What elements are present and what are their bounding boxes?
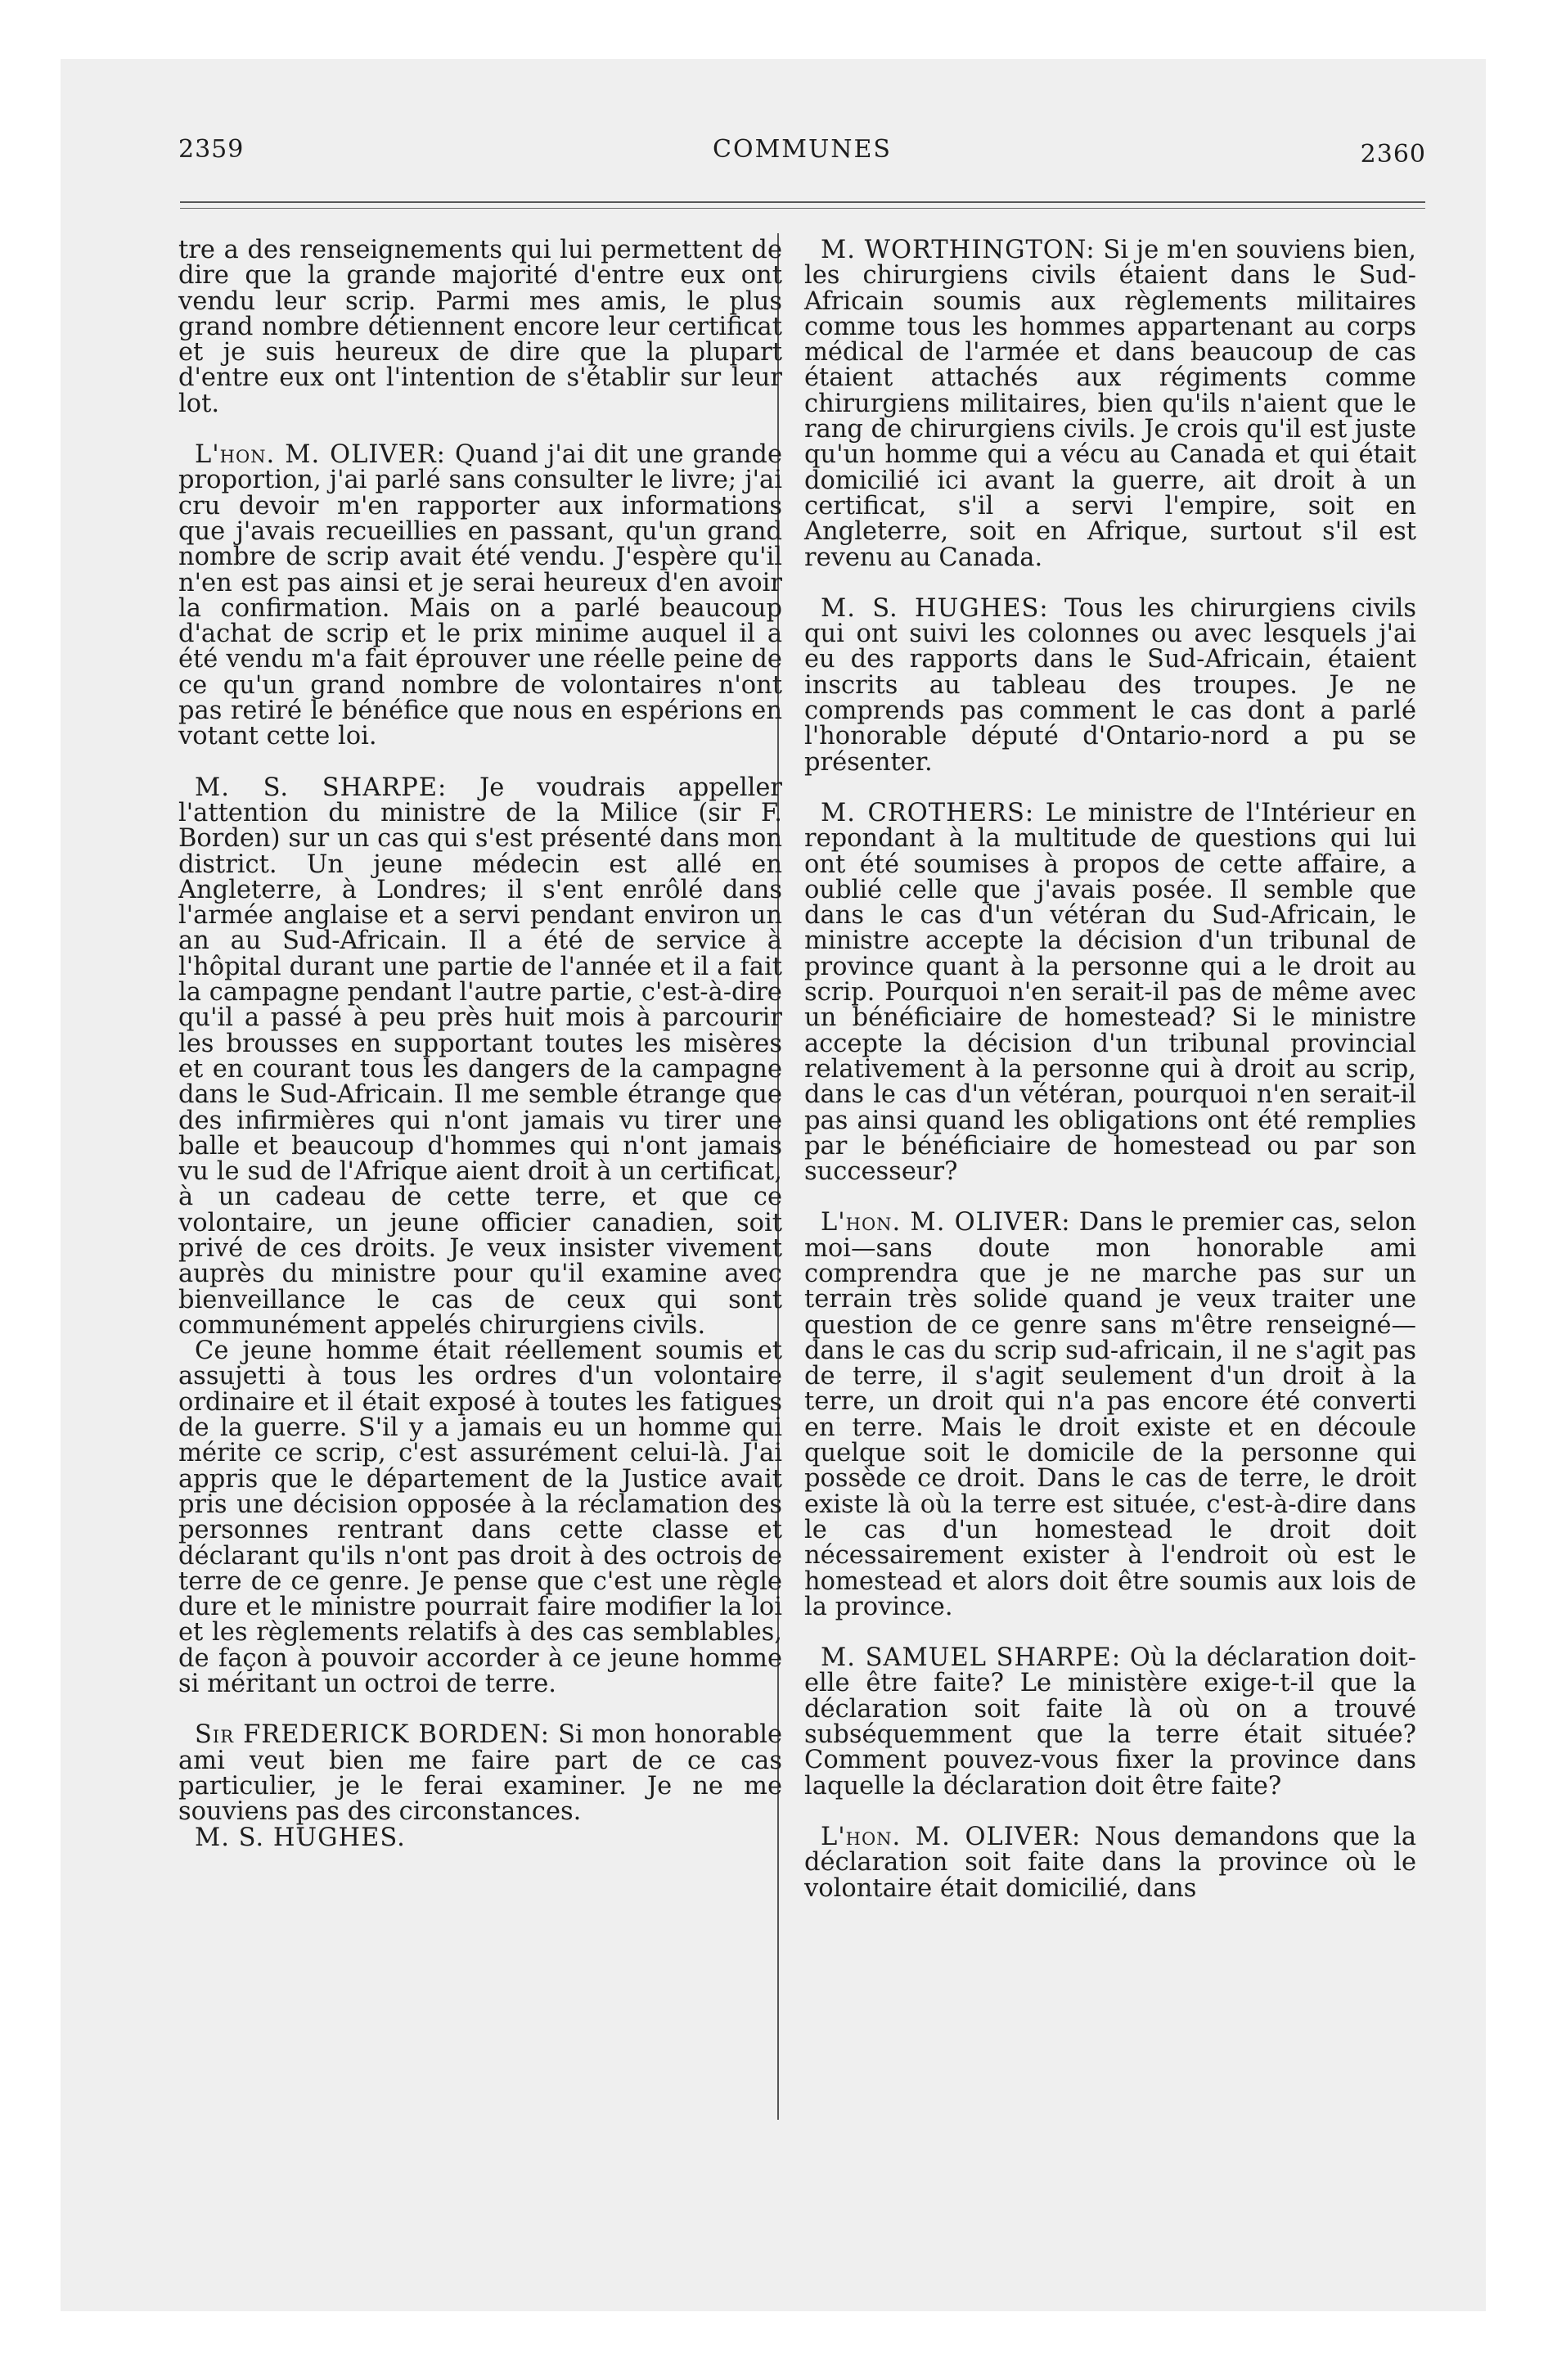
speaker-name: L'hon. M. OLIVER: (195, 440, 446, 470)
left-column (178, 237, 782, 1850)
paragraph-text: Quand j'ai dit une grande proportion, j'ai parlé sans consulter le livre; j'ai cru devoir m'en rapporter aux informations que j'avais recueillies en passant, qu'un grand nombre de scrip avait été vendu. J'espère qu'il n'en est pas ainsi et je serai heureux d'en avoir la confirmation. Mais on a parlé beaucoup d'achat de scrip et le prix minime auquel il a été vendu m'a fait éprouver une réelle peine de ce qu'un grand nombre de volontaires n'ont pas retiré le bénéfice que nous en espérions en votant cette loi. (178, 440, 782, 751)
running-title: COMMUNES (713, 135, 892, 164)
speaker-name: M. S. HUGHES: (821, 593, 1049, 623)
paragraph (178, 775, 782, 1339)
right-column (804, 237, 1416, 1901)
speaker-name: M. WORTHINGTON: (821, 236, 1096, 264)
paragraph-text: tre a des renseignements qui lui permettent de dire que la grande majorité d'entre eux ont vendu leur scrip. Parmi mes amis, le plus grand nombre détiennent encore leur certificat et je suis heureux de dire que la plupart d'entre eux ont l'intention de s'établir sur leur lot. (178, 236, 782, 418)
paragraph (804, 1824, 1416, 1901)
paragraph-text: Je voudrais appeller l'attention du ministre de la Milice (sir F. Borden) sur un cas qui s'est présenté dans mon district. Un jeune médecin est allé en Angleterre, à Londres; il s'ent enrôlé dans l'armée anglaise et a servi pendant environ un an au Sud-Africain. Il a été de service à l'hôpital durant une partie de l'année et il a fait la campagne pendant l'autre partie, c'est-à-dire qu'il a passé à peu près huit mois à parcourir les brousses en supportant toutes les misères et en courant tous les dangers de la campagne dans le Sud-Africain. Il me semble étrange que des infirmières qui n'ont jamais vu tirer une balle et beaucoup d'hommes qui n'ont jamais vu le sud de l'Afrique aient droit à un certificat, à un cadeau de cette terre, et que ce volontaire, un jeune officier canadien, soit privé de ces droits. Je veux insister vivement auprès du ministre pour qu'il examine avec bienveillance le cas de ceux qui sont communément appelés chirurgiens civils. (178, 773, 782, 1340)
header-rule (180, 201, 1425, 209)
paragraph-text: Si je m'en souviens bien, les chirurgiens civils étaient dans le Sud-Africain soumis aux règlements militaires comme tous les hommes appartenant au corps médical de l'armée et dans beaucoup de cas étaient attachés aux régiments comme chirurgiens militaires, bien qu'ils n'aient que le rang de chirurgiens civils. Je crois qu'il est juste qu'un homme qui a vécu au Canada et qui était domicilié ici avant la guerre, ait droit à un certificat, s'il a servi l'empire, soit en Angleterre, soit en Afrique, surtout s'il est revenu au Canada. (804, 236, 1417, 572)
paragraph-text: Nous demandons que la déclaration soit faite dans la province où le volontaire était domicilié, dans (804, 1822, 1416, 1903)
page-number-right: 2360 (1360, 140, 1426, 169)
paragraph-text: Tous les chirurgiens civils qui ont suivi les colonnes ou avec lesquels j'ai eu des rapports dans le Sud-Africain, étaient inscrits au tableau des troupes. Je ne comprends pas comment le cas dont a parlé l'honorable député d'Ontario-nord a pu se présenter. (804, 593, 1416, 777)
paragraph (804, 1645, 1416, 1799)
paragraph (178, 237, 782, 417)
speaker-name: L'hon. M. OLIVER: (821, 1822, 1082, 1851)
speaker-name: M. CROTHERS: (821, 798, 1035, 827)
paragraph-text: Le ministre de l'Intérieur en repondant à la multitude de questions qui lui ont été soumises à propos de cette affaire, a oublié celle que j'avais posée. Il semble que dans le cas d'un vétéran du Sud-Africain, le ministre accepte la décision d'un tribunal de province quant à la personne qui a le droit au scrip. Pourquoi n'en serait-il pas de même avec un bénéficiaire de homestead? Si le ministre accepte la décision d'un tribunal provincial relativement à la personne qui à droit au scrip, dans le cas d'un vétéran, pourquoi n'en serait-il pas ainsi quand les obligations ont été remplies par le bénéficiaire de homestead ou par son successeur? (804, 798, 1416, 1187)
speaker-name: L'hon. M. OLIVER: (821, 1208, 1071, 1237)
paragraph (804, 237, 1416, 570)
paragraph (804, 593, 1416, 777)
page-number-left: 2359 (178, 135, 245, 164)
page-header (178, 135, 1426, 174)
speaker-name: M. SAMUEL SHARPE: (821, 1643, 1122, 1673)
paragraph (178, 442, 782, 750)
paragraph (804, 798, 1416, 1187)
speaker-name: M. S. HUGHES. (195, 1823, 406, 1852)
paragraph (804, 1210, 1416, 1620)
paragraph (178, 1338, 782, 1697)
speaker-name: Sir FREDERICK BORDEN: (195, 1720, 550, 1750)
paragraph (178, 1825, 782, 1850)
paragraph (178, 1720, 782, 1827)
speaker-name: M. S. SHARPE: (195, 773, 448, 802)
paragraph-text: Où la déclaration doit-elle être faite? Le ministère exige-t-il que la déclaration soit faite là où on a trouvé subséquemment que la terre était située? Comment pouvez-vous fixer la province dans laquelle la déclaration doit être faite? (804, 1643, 1416, 1801)
paragraph-text: Ce jeune homme était réellement soumis et assujetti à tous les ordres d'un volontaire ordinaire et il était exposé à toutes les fatigues de la guerre. S'il y a jamais eu un homme qui mérite ce scrip, c'est assurément celui-là. J'ai appris que le département de la Justice avait pris une décision opposée à la réclamation des personnes rentrant dans cette classe et déclarant qu'ils n'ont pas droit à des octrois de terre de ce genre. Je pense que c'est une règle dure et le ministre pourrait faire modifier la loi et les règlements relatifs à des cas semblables, de façon à pouvoir accorder à ce jeune homme si méritant un octroi de terre. (178, 1336, 782, 1699)
paragraph-text: Dans le premier cas, selon moi—sans doute mon honorable ami comprendra que je ne marche pas sur un terrain très solide quand je veux traiter une question de ce genre sans m'être renseigné—dans le cas du scrip sud-africain, il ne s'agit pas de terre, il s'agit seulement d'un droit à la terre, un droit qui n'a pas encore été converti en terre. Mais le droit existe et en découle quelque soit le domicile de la personne qui possède ce droit. Dans le cas de terre, le droit existe là où la terre est située, c'est-à-dire dans le cas d'un homestead le droit doit nécessairement exister à l'endroit où est le homestead et alors doit être soumis aux lois de la province. (804, 1208, 1416, 1621)
paragraph-text: Si mon honorable ami veut bien me faire part de ce cas particulier, je le ferai examiner. Je ne me souviens pas des circonstances. (178, 1720, 782, 1827)
